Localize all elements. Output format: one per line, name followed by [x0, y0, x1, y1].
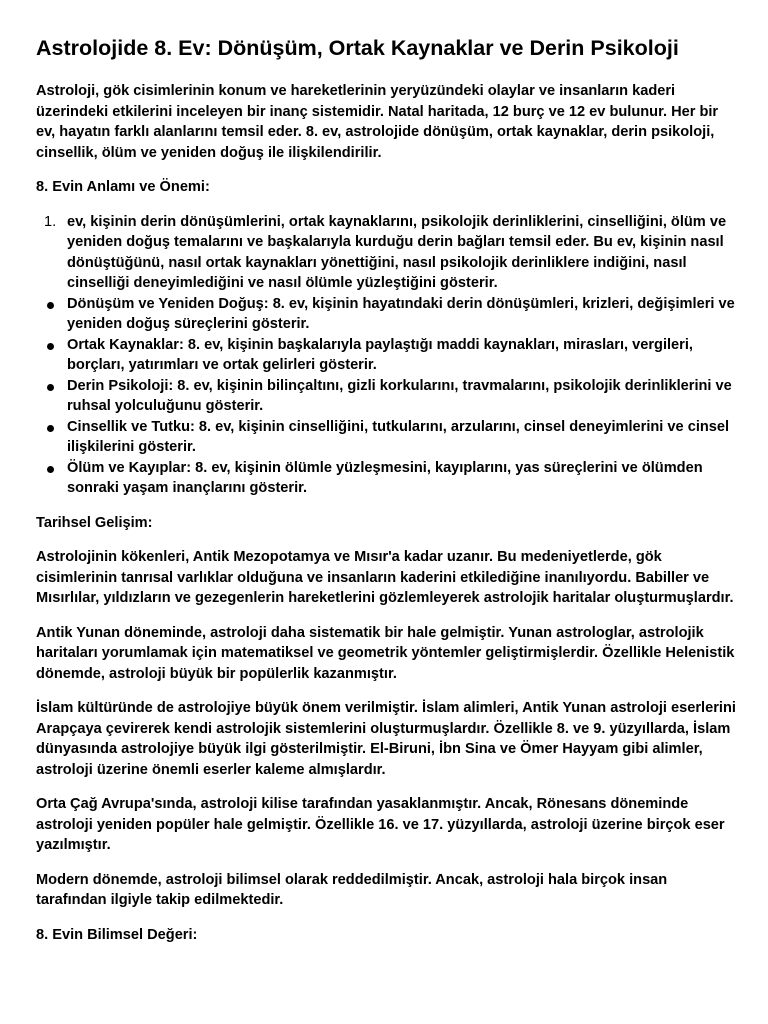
bullet-dot-icon: [47, 302, 54, 309]
section-heading-scientific-value: 8. Evin Bilimsel Değeri:: [36, 926, 198, 943]
numbered-list-item: [36, 212, 736, 294]
bullet-text: Ölüm ve Kayıplar: 8. ev, kişinin ölümle yüzleşmesini, kayıplarını, yas süreçlerini ve ölümden sonraki yaşam inançlarını gösterir.: [67, 459, 703, 496]
bullet-text: Dönüşüm ve Yeniden Doğuş: 8. ev, kişinin hayatındaki derin dönüşümleri, krizleri, değişimleri ve yeniden doğuş süreçlerini gösterir.: [67, 295, 735, 332]
list-item-text: ev, kişinin derin dönüşümlerini, ortak kaynaklarını, psikolojik derinliklerini, cinselliğini, ölüm ve yeniden doğuş temalarını ve başkalarıyla kurduğu derin bağları temsil eder. Bu ev, kişinin nasıl dönüştüğünü, nasıl ortak kaynakları yönettiğini, nasıl psikolojik derinliklere indiğini, nasıl cinselliği deneyimlediğini ve nasıl ölümle yüzleştiğini gösterir.: [67, 213, 727, 291]
bullet-dot-icon: [47, 466, 54, 473]
list-number: 1.: [44, 213, 57, 230]
bullet-item: [36, 376, 736, 417]
bullet-item: [36, 294, 736, 335]
history-paragraph: Orta Çağ Avrupa'sında, astroloji kilise tarafından yasaklanmıştır. Ancak, Rönesans döneminde astroloji yeniden popüler hale gelmiştir. Özellikle 16. ve 17. yüzyıllarda, astroloji üzerine birçok eser yazılmıştır.: [36, 796, 725, 853]
intro-paragraph: Astroloji, gök cisimlerinin konum ve hareketlerinin yeryüzündeki olaylar ve insanların kaderi üzerindeki etkilerini inceleyen bir inanç sistemidir. Natal haritada, 12 burç ve 12 ev bulunur. Her bir ev, hayatın farklı alanlarını temsil eder. 8. ev, astrolojide dönüşüm, ortak kaynaklar, derin psikoloji, cinsellik, ölüm ve yeniden doğuş ile ilişkilendirilir.: [36, 83, 719, 161]
bullet-text: Ortak Kaynaklar: 8. ev, kişinin başkalarıyla paylaştığı maddi kaynakları, mirasları, vergileri, borçları, yatırımları ve ortak gelirleri gösterir.: [67, 336, 693, 373]
bullet-text: Derin Psikoloji: 8. ev, kişinin bilinçaltını, gizli korkularını, travmalarını, psikolojik derinliklerini ve ruhsal yolculuğunu gösterir.: [67, 377, 732, 414]
section-heading-meaning: 8. Evin Anlamı ve Önemi:: [36, 179, 210, 195]
history-paragraph: İslam kültüründe de astrolojiye büyük önem verilmiştir. İslam alimleri, Antik Yunan astroloji eserlerini Arapçaya çevirerek kendi astrolojik sistemlerini oluşturmuşlardır. Özellikle 8. ve 9. yüzyıllarda, İslam dünyasında astrolojiye büyük ilgi gösterilmiştir. El-Biruni, İbn Sina ve Ömer Hayyam gibi alimler, astroloji üzerine önemli eserler kaleme almışlardır.: [36, 700, 736, 778]
bullet-item: [36, 458, 736, 499]
bullet-list: [36, 294, 736, 499]
bullet-dot-icon: [47, 384, 54, 391]
meaning-list: [36, 212, 736, 499]
numbered-list: [36, 212, 736, 294]
bullet-item: [36, 417, 736, 458]
history-paragraph: Modern dönemde, astroloji bilimsel olarak reddedilmiştir. Ancak, astroloji hala birçok insan tarafından ilgiyle takip edilmektedir.: [36, 871, 668, 908]
document-page: [36, 34, 736, 959]
bullet-item: [36, 335, 736, 376]
bullet-text: Cinsellik ve Tutku: 8. ev, kişinin cinselliğini, tutkularını, arzularını, cinsel deneyimlerini ve cinsel ilişkilerini gösterir.: [67, 418, 730, 455]
bullet-dot-icon: [47, 425, 54, 432]
history-paragraph: Astrolojinin kökenleri, Antik Mezopotamya ve Mısır'a kadar uzanır. Bu medeniyetlerde, gök cisimlerinin tanrısal varlıklar olduğuna ve insanların kaderini etkilediğine inanılıyordu. Babiller ve Mısırlılar, yıldızların ve gezegenlerin hareketlerini gözlemleyerek astrolojik haritalar oluşturmuşlardır.: [36, 549, 734, 606]
bullet-dot-icon: [47, 343, 54, 350]
section-heading-history: Tarihsel Gelişim:: [36, 514, 153, 531]
page-title: Astrolojide 8. Ev: Dönüşüm, Ortak Kaynaklar ve Derin Psikoloji: [36, 36, 679, 60]
history-paragraph: Antik Yunan döneminde, astroloji daha sistematik bir hale gelmiştir. Yunan astrologlar, astrolojik haritaları yorumlamak için matematiksel ve geometrik yöntemler geliştirmişlerdir. Özellikle Helenistik dönemde, astroloji büyük bir popülerlik kazanmıştır.: [36, 624, 735, 682]
